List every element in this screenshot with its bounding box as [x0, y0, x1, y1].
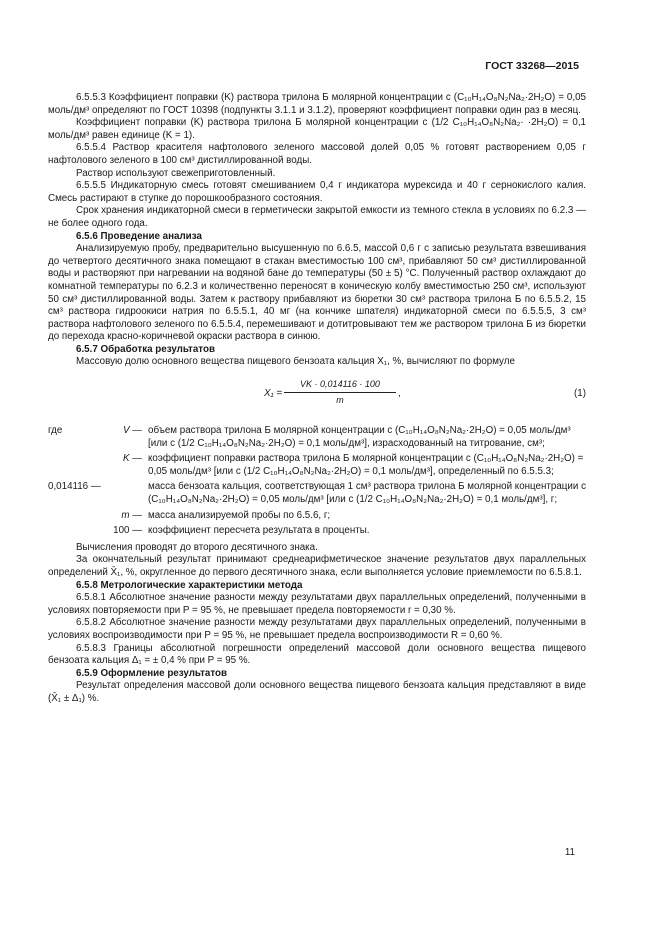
paragraph: Раствор используют свежеприготовленный.: [76, 167, 276, 179]
formula-numerator: VK · 0,014116 · 100: [284, 378, 396, 393]
paragraph: За окончательный результат принимают среднеарифметическое значение результатов двух параллельных определений X̄₁, %, округленное до первого десятичного знака, если выполняется условие приемлемости по 6.5.8.1.: [48, 554, 586, 578]
definition-row: [48, 453, 586, 478]
definition-text: объем раствора трилона Б молярной концентрации c (C₁₀H₁₄O₈N₂Na₂·2H₂O) = 0,05 моль/дм³ [или c (1/2 C₁₀H₁₄O₈N₂Na₂·2H₂O) = 0,1 моль/дм³], израсходованный на титрование, см³;: [148, 425, 571, 449]
definition-symbol: K —: [122, 453, 142, 465]
definition-text: коэффициент пересчета результата в проценты.: [148, 525, 370, 537]
paragraph: Срок хранения индикаторной смеси в герметически закрытой емкости из темного стекла в условиях по 6.2.3 — не более одного года.: [48, 205, 586, 229]
definition-text: коэффициент поправки раствора трилона Б молярной концентрации c (C₁₀H₁₄O₈N₂Na₂·2H₂O) = 0,05 моль/дм³ [или c (1/2 C₁₀H₁₄O₈N₂Na₂·2H₂O) = 0,1 моль/дм³], определенный по 6.5.5.3;: [148, 453, 584, 477]
definition-text: масса анализируемой пробы по 6.5.6, г;: [148, 509, 331, 521]
definition-symbol: m —: [121, 509, 142, 521]
definition-symbol: V —: [122, 425, 142, 437]
standard-header: ГОСТ 33268—2015: [485, 60, 579, 72]
definition-row: [48, 510, 586, 523]
formula-tail: ,: [398, 388, 401, 400]
document-body: [48, 92, 586, 706]
paragraph: Вычисления проводят до второго десятичного знака.: [76, 541, 318, 553]
section-heading: 6.5.7 Обработка результатов: [76, 343, 215, 355]
section-heading: 6.5.6 Проведение анализа: [76, 230, 202, 242]
paragraph: 6.5.8.1 Абсолютное значение разности между результатами двух параллельных определений, полученными в условиях повторяемости при P = 95 %, не превышает предела повторяемости r = 0,30 %.: [48, 592, 586, 616]
paragraph: 6.5.5.4 Раствор красителя нафтолового зеленого массовой долей 0,05 % готовят растворением 0,05 г нафтолового зеленого в 100 см³ дистиллированной воды.: [48, 142, 586, 166]
section-heading: 6.5.9 Оформление результатов: [76, 667, 227, 679]
paragraph: Коэффициент поправки (K) раствора трилона Б молярной концентрации c (1/2 C₁₀H₁₄O₈N₂Na₂· ·2H₂O) = 0,1 моль/дм³ равен единице (K = 1).: [48, 117, 586, 141]
formula-number: (1): [574, 388, 586, 400]
definition-row: [48, 525, 586, 538]
paragraph: 6.5.5.5 Индикаторную смесь готовят смешиванием 0,4 г индикатора мурексида и 40 г сернокислого калия. Смесь растирают в ступке до порошкообразного состояния.: [48, 180, 586, 204]
paragraph: 6.5.8.2 Абсолютное значение разности между результатами двух параллельных определений, полученными в условиях воспроизводимости при P = 95 %, не превышает предела воспроизводимости R = 0,60 %.: [48, 617, 586, 641]
section-heading: 6.5.8 Метрологические характеристики метода: [76, 579, 303, 591]
where-label: где: [48, 425, 63, 437]
definition-symbol: 100 —: [113, 525, 142, 537]
paragraph: 6.5.5.3 Коэффициент поправки (K) раствора трилона Б молярной концентрации c (C₁₀H₁₄O₈N₂Na₂·2H₂O) = 0,05 моль/дм³ определяют по ГОСТ 10398 (подпункты 3.1.1 и 3.1.2), проверяют коэффициент поправки один раз в месяц.: [48, 92, 586, 116]
definition-row: [48, 425, 586, 450]
formula: [48, 375, 586, 415]
page-number: 11: [564, 847, 575, 858]
definition-row: [48, 481, 586, 506]
variable-definitions: [48, 425, 586, 538]
paragraph: Массовую долю основного вещества пищевого бензоата кальция X₁, %, вычисляют по формуле: [76, 356, 515, 368]
paragraph: Анализируемую пробу, предварительно высушенную по 6.6.5, массой 0,6 г с записью результата взвешивания до четвертого десятичного знака помещают в стакан вместимостью 100 см³, прибавляют 50 см³ дистиллированной воды и растворяют при нагревании на водяной бане до температуры (50 ± 5) °С. Полученный раствор охлаждают до комнатной температуры по 6.2.3 и количественно переносят в коническую колбу вместимостью 250 см³, используют 50 см³ дистиллированной воды. Затем к раствору прибавляют из бюретки 30 см³ раствора трилона Б по 6.5.5.2, 15 см³ раствора гидроокиси натрия по 6.5.5.1, 40 мг (на кончике шпателя) индикаторной смеси по 6.5.5.5, 3 см³ раствора нафтолового зеленого по 6.5.5.4, перемешивают и дотитровывают тем же раствором трилона Б из бюретки до перехода красно-коричневой окраски раствора в синюю.: [48, 243, 586, 343]
definition-text: масса бензоата кальция, соответствующая 1 см³ раствора трилона Б молярной концентрации c (C₁₀H₁₄O₈N₂Na₂·2H₂O) = 0,05 моль/дм³ [или c (1/2 C₁₀H₁₄O₈N₂Na₂·2H₂O) = 0,1 моль/дм³], г;: [148, 481, 586, 506]
formula-denominator: m: [336, 394, 344, 405]
formula-lhs: X₁ =: [264, 388, 283, 400]
paragraph: 6.5.8.3 Границы абсолютной погрешности определений массовой доли основного вещества пищевого бензоата кальция Δ₁ = ± 0,4 % при P = 95 %.: [48, 642, 586, 667]
definition-symbol: 0,014116 —: [48, 481, 101, 493]
formula-fraction: [284, 378, 396, 406]
paragraph: Результат определения массовой доли основного вещества пищевого бензоата кальция представляют в виде (X̄₁ ± Δ₁) %.: [48, 680, 586, 704]
